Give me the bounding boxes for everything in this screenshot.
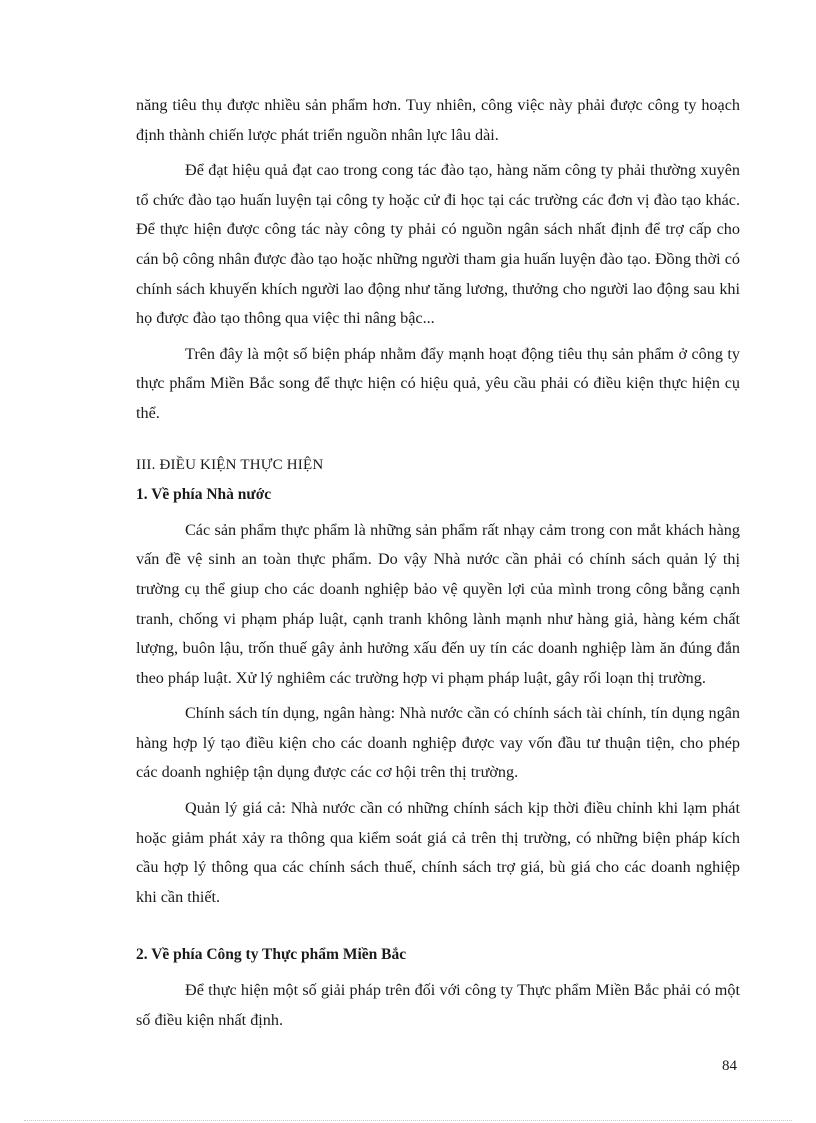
paragraph-food-safety: Các sản phẩm thực phẩm là những sản phẩm rất nhạy cảm trong con mắt khách hàng vấn đề vệ sinh an toàn thực phẩm. Do vậy Nhà nước cần phải có chính sách quản lý thị trường cụ thể giup cho các doanh nghiệp bảo vệ quyền lợi của mình trong công bằng cạnh tranh, chống vi phạm pháp luật, cạnh tranh không lành mạnh như hàng giả, hàng kém chất lượng, buôn lậu, trốn thuế gây ảnh hưởng xấu đến uy tín các doanh nghiệp làm ăn đúng đắn theo pháp luật. Xử lý nghiêm các trường hợp vi phạm pháp luật, gây rối loạn thị trường. — [136, 520, 740, 687]
paragraph-training-strategy: năng tiêu thụ được nhiều sản phẩm hơn. Tuy nhiên, công việc này phải được công ty hoạch định thành chiến lược phát triển nguồn nhân lực lâu dài. — [136, 96, 740, 144]
subsection-heading-state: 1. Về phía Nhà nước — [136, 486, 272, 504]
paragraph-training-effectiveness: Để đạt hiệu quả đạt cao trong cong tác đào tạo, hàng năm công ty phải thường xuyên tổ chức đào tạo huấn luyện tại công ty hoặc cử đi học tại các trường các đơn vị đào tạo khác. Để thực hiện được công tác này công ty phải có nguồn ngân sách nhất định để trợ cấp cho cán bộ công nhân được đào tạo hoặc những người tham gia huấn luyện đào tạo. Đồng thời có chính sách khuyến khích người lao động như tăng lương, thưởng cho người lao động sau khi họ được đào tạo thông qua việc thi nâng bậc... — [136, 161, 740, 328]
section-heading-conditions: III. ĐIỀU KIỆN THỰC HIỆN — [136, 456, 324, 473]
paragraph-credit-policy: Chính sách tín dụng, ngân hàng: Nhà nước cần có chính sách tài chính, tín dụng ngân hàng hợp lý tạo điều kiện cho các doanh nghiệp được vay vốn đầu tư thuận tiện, cho phép các doanh nghiệp tận dụng được các cơ hội trên thị trường. — [136, 704, 740, 782]
page-number: 84 — [722, 1058, 737, 1074]
paragraph-company-conditions: Để thực hiện một số giải pháp trên đối với công ty Thực phẩm Miền Bắc phải có một số điều kiện nhất định. — [136, 981, 740, 1029]
footer-divider — [24, 1120, 792, 1121]
document-body — [136, 91, 740, 1035]
paragraph-price-management: Quản lý giá cả: Nhà nước cần có những chính sách kịp thời điều chỉnh khi lạm phát hoặc giảm phát xảy ra thông qua kiểm soát giá cả trên thị trường, có những biện pháp kích cầu hợp lý thông qua các chính sách thuế, chính sách trợ giá, bù giá cho các doanh nghiệp khi cần thiết. — [136, 799, 740, 906]
subsection-heading-company: 2. Về phía Công ty Thực phẩm Miền Bắc — [136, 946, 407, 964]
paragraph-measures-summary: Trên đây là một số biện pháp nhằm đẩy mạnh hoạt động tiêu thụ sản phẩm ở công ty thực phẩm Miền Bắc song để thực hiện có hiệu quả, yêu cầu phải có điều kiện thực hiện cụ thể. — [136, 344, 740, 422]
